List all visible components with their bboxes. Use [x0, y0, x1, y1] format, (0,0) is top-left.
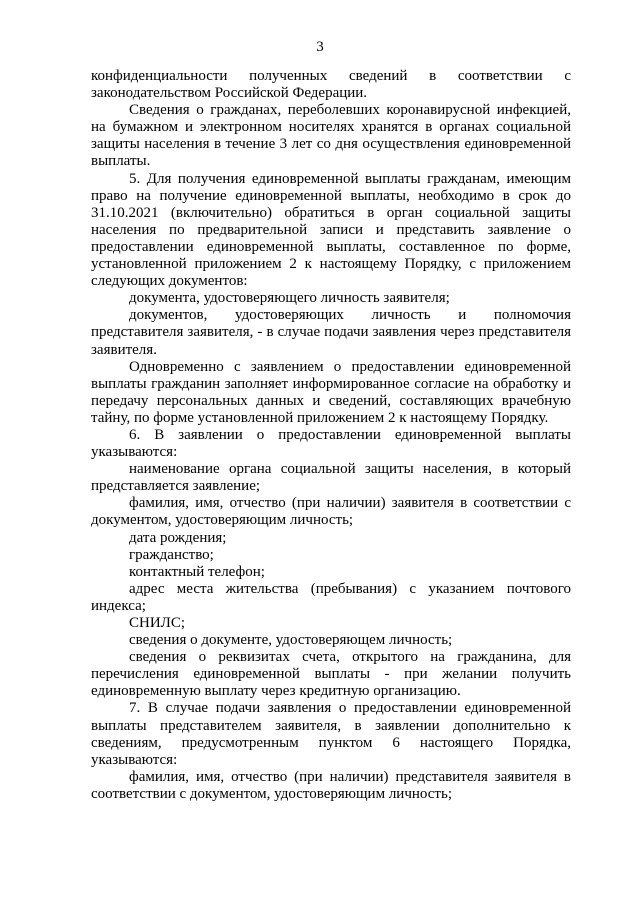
paragraph: наименование органа социальной защиты населения, в который представляется заявление;: [91, 461, 571, 495]
paragraph: адрес места жительства (пребывания) с указанием почтового индекса;: [91, 580, 571, 614]
paragraph: сведения о документе, удостоверяющем личность;: [129, 632, 453, 649]
paragraph: документа, удостоверяющего личность заявителя;: [129, 290, 450, 307]
paragraph: 7. В случае подачи заявления о предоставлении единовременной выплаты представителем заявителя, в заявлении дополнительно к сведениям, предусмотренным пунктом 6 настоящего Порядка, указываются:: [91, 700, 571, 768]
paragraph: Сведения о гражданах, переболевших коронавирусной инфекцией, на бумажном и электронном носителях хранятся в органах социальной защиты населения в течение 3 лет со дня осуществления единовременной выплаты.: [91, 102, 571, 170]
paragraph: 6. В заявлении о предоставлении единовременной выплаты указываются:: [91, 426, 571, 461]
document-body: [91, 68, 571, 803]
paragraph: СНИЛС;: [129, 615, 186, 631]
paragraph: гражданство;: [129, 546, 214, 563]
paragraph: сведения о реквизитах счета, открытого на гражданина, для перечисления единовременной выплаты - при желании получить единовременную выплату через кредитную организацию.: [91, 649, 571, 700]
paragraph: 5. Для получения единовременной выплаты гражданам, имеющим право на получение единовременной выплаты, необходимо в срок до 31.10.2021 (включительно) обратиться в орган социальной защиты населения по предварительной записи и представить заявление о предоставлении единовременной выплаты, составленное по форме, установленной приложением 2 к настоящему Порядку, с приложением следующих документов:: [91, 170, 571, 290]
page-number: 3: [316, 39, 324, 55]
paragraph: фамилия, имя, отчество (при наличии) заявителя в соответствии с документом, удостоверяющим личность;: [91, 495, 571, 529]
paragraph: фамилия, имя, отчество (при наличии) представителя заявителя в соответствии с документом, удостоверяющим личность;: [91, 768, 571, 802]
paragraph: конфиденциальности полученных сведений в соответствии с законодательством Российской Федерации.: [91, 68, 571, 102]
paragraph: Одновременно с заявлением о предоставлении единовременной выплаты гражданин заполняет информированное согласие на обработку и передачу персональных данных и сведений, составляющих врачебную тайну, по форме установленной приложением 2 к настоящему Порядку.: [91, 358, 571, 426]
paragraph: контактный телефон;: [129, 563, 265, 580]
paragraph: дата рождения;: [129, 529, 227, 546]
paragraph: документов, удостоверяющих личность и полномочия представителя заявителя, - в случае подачи заявления через представителя заявителя.: [91, 307, 571, 358]
